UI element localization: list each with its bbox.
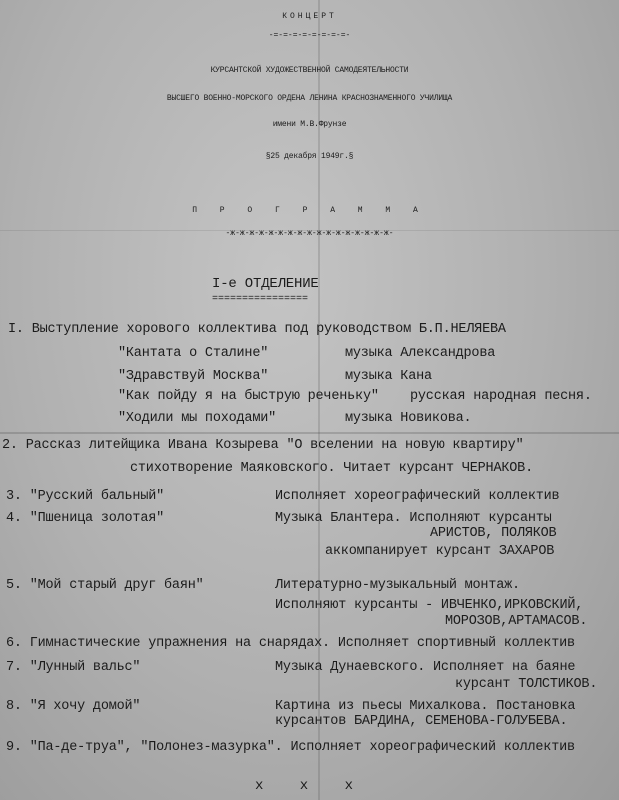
item-8-title: 8. "Я хочу домой"	[6, 699, 141, 714]
concert-date: §25 декабря 1949г.§	[265, 152, 354, 161]
item-1-song-4-music: музыка Новикова.	[345, 411, 472, 426]
item-5-title: 5. "Мой старый друг баян"	[6, 578, 204, 593]
item-5-desc-2: Исполняют курсанты - ИВЧЕНКО,ИРКОВСКИЙ,	[275, 598, 584, 613]
item-4-desc-1: Музыка Блантера. Исполняют курсанты	[275, 511, 552, 526]
item-4-desc-2: АРИСТОВ, ПОЛЯКОВ	[430, 526, 557, 541]
item-2-line-2: стихотворение Маяковского. Читает курсант ЧЕРНАКОВ.	[130, 461, 533, 476]
item-5-desc-1: Литературно-музыкальный монтаж.	[275, 578, 520, 593]
item-4-desc-3: аккомпанирует курсант ЗАХАРОВ	[325, 544, 555, 559]
item-4-title: 4. "Пшеница золотая"	[6, 511, 165, 526]
org-line-1: КУРСАНТСКОЙ ХУДОЖЕСТВЕННОЙ САМОДЕЯТЕЛЬНОСТИ	[210, 66, 409, 75]
item-1-song-2-music: музыка Кана	[345, 369, 432, 384]
program-heading-rule: -ж-ж-ж-ж-ж-ж-ж-ж-ж-ж-ж-ж-ж-ж-ж-ж-ж-	[225, 229, 394, 238]
item-9-line: 9. "Па-де-труа", "Полонез-мазурка". Исполняет хореографический коллектив	[6, 740, 575, 755]
footer-stars: x x x	[255, 778, 368, 794]
item-7-title: 7. "Лунный вальс"	[6, 660, 141, 675]
item-1-song-3-music: русская народная песня.	[410, 389, 592, 404]
item-1-title: I. Выступление хорового коллектива под руководством Б.П.НЕЛЯЕВА	[8, 322, 506, 337]
org-line-2: ВЫСШЕГО ВОЕННО-МОРСКОГО ОРДЕНА ЛЕНИНА КРАСНОЗНАМЕННОГО УЧИЛИЩА	[166, 94, 453, 103]
section-heading: I-е ОТДЕЛЕНИЕ	[212, 276, 319, 292]
item-8-desc-2: курсантов БАРДИНА, СЕМЕНОВА-ГОЛУБЕВА.	[275, 714, 568, 729]
item-2-line-1: 2. Рассказ литейщика Ивана Козырева "О вселении на новую квартиру"	[2, 438, 524, 453]
fold-crease-horizontal	[0, 432, 619, 434]
concert-title: КОНЦЕРТ	[282, 12, 337, 21]
item-5-desc-3: МОРОЗОВ,АРТАМАСОВ.	[445, 614, 588, 629]
item-1-song-4: "Ходили мы походами"	[118, 411, 277, 426]
title-rule: -=-=-=-=-=-=-=-=-	[268, 31, 351, 40]
item-7-desc-2: курсант ТОЛСТИКОВ.	[455, 677, 598, 692]
org-line-3: имени М.В.Фрунзе	[272, 120, 347, 129]
item-3-desc: Исполняет хореографический коллектив	[275, 489, 560, 504]
program-heading: П Р О Г Р А М М А	[192, 206, 427, 215]
section-heading-rule: ================	[212, 294, 309, 305]
item-7-desc-1: Музыка Дунаевского. Исполняет на баяне	[275, 660, 576, 675]
item-1-song-2: "Здравствуй Москва"	[118, 369, 269, 384]
item-6-line: 6. Гимнастические упражнения на снарядах. Исполняет спортивный коллектив	[6, 636, 575, 651]
item-1-song-3: "Как пойду я на быструю реченьку"	[118, 389, 379, 404]
item-1-song-1: "Кантата о Сталине"	[118, 346, 269, 361]
item-8-desc-1: Картина из пьесы Михалкова. Постановка	[275, 699, 576, 714]
item-1-song-1-music: музыка Александрова	[345, 346, 496, 361]
item-3-title: 3. "Русский бальный"	[6, 489, 165, 504]
